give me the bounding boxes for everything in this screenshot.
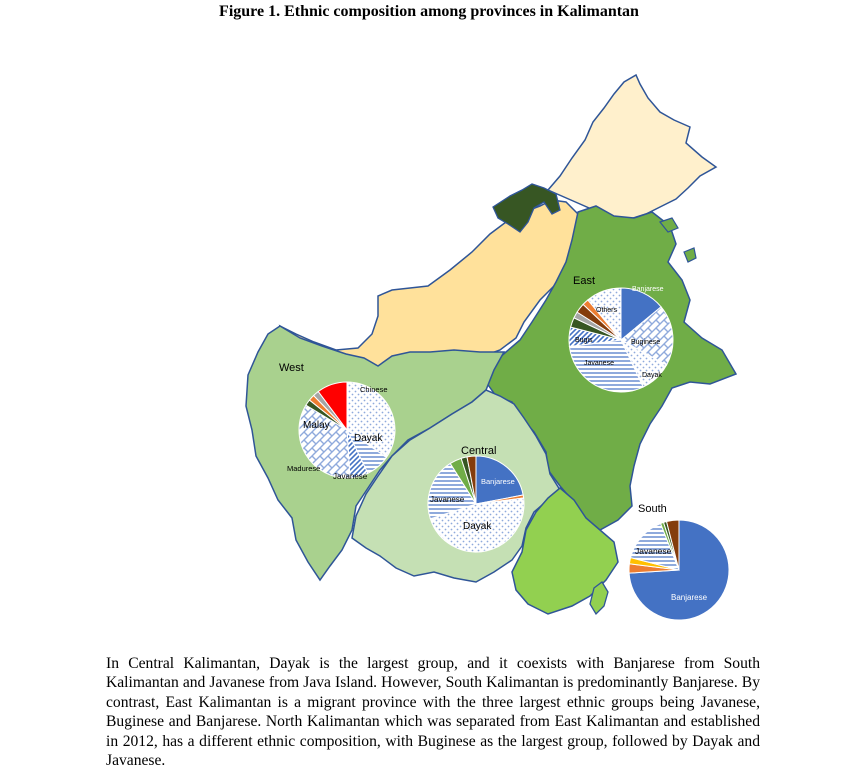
province-label-west: West — [279, 362, 304, 374]
region-sabah — [548, 75, 716, 219]
central-label-javanese: Javanese — [430, 495, 465, 504]
province-label-south: South — [638, 503, 667, 515]
east-label-others: Others — [596, 307, 618, 314]
south-label-banjarese: Banjarese — [671, 593, 708, 602]
province-label-east: East — [573, 275, 596, 287]
pie-central — [428, 456, 524, 552]
east-label-banjarese: Banjarese — [632, 286, 664, 293]
body-paragraph: In Central Kalimantan, Dayak is the largest group, and it coexists with Banjarese from South Kalimantan and Javanese from Java Island. However, South Kalimantan is predominantly Banjarese. By contrast, East Kalimantan is a migrant province with the three largest ethnic groups being Javanese, Buginese and Banjarese. North Kalimantan which was separated from East Kalimantan and established in 2012, has a different ethnic composition, with Buginese as the largest group, followed by Dayak and Javanese. — [106, 655, 760, 770]
east-label-javanese: Javanese — [584, 360, 614, 367]
west-label-dayak: Dayak — [354, 433, 383, 444]
west-label-malay: Malay — [303, 420, 330, 431]
province-label-central: Central — [461, 445, 497, 457]
east-label-bugis: Bugis — [575, 337, 593, 344]
east-label-buginese: Buginese — [631, 339, 661, 346]
south-label-javanese: Javanese — [635, 546, 672, 556]
west-label-chinese: Chinese — [360, 385, 388, 394]
figure-title: Figure 1. Ethnic composition among provinces in Kalimantan — [219, 3, 639, 20]
central-label-banjarese: Banjarese — [481, 477, 515, 486]
pie-south — [629, 520, 729, 620]
west-label-madurese: Madurese — [287, 464, 321, 473]
east-label-dayak: Dayak — [642, 372, 662, 379]
central-label-dayak: Dayak — [463, 521, 492, 532]
west-label-javanese: Javanese — [333, 472, 368, 481]
region-islet — [684, 248, 696, 262]
